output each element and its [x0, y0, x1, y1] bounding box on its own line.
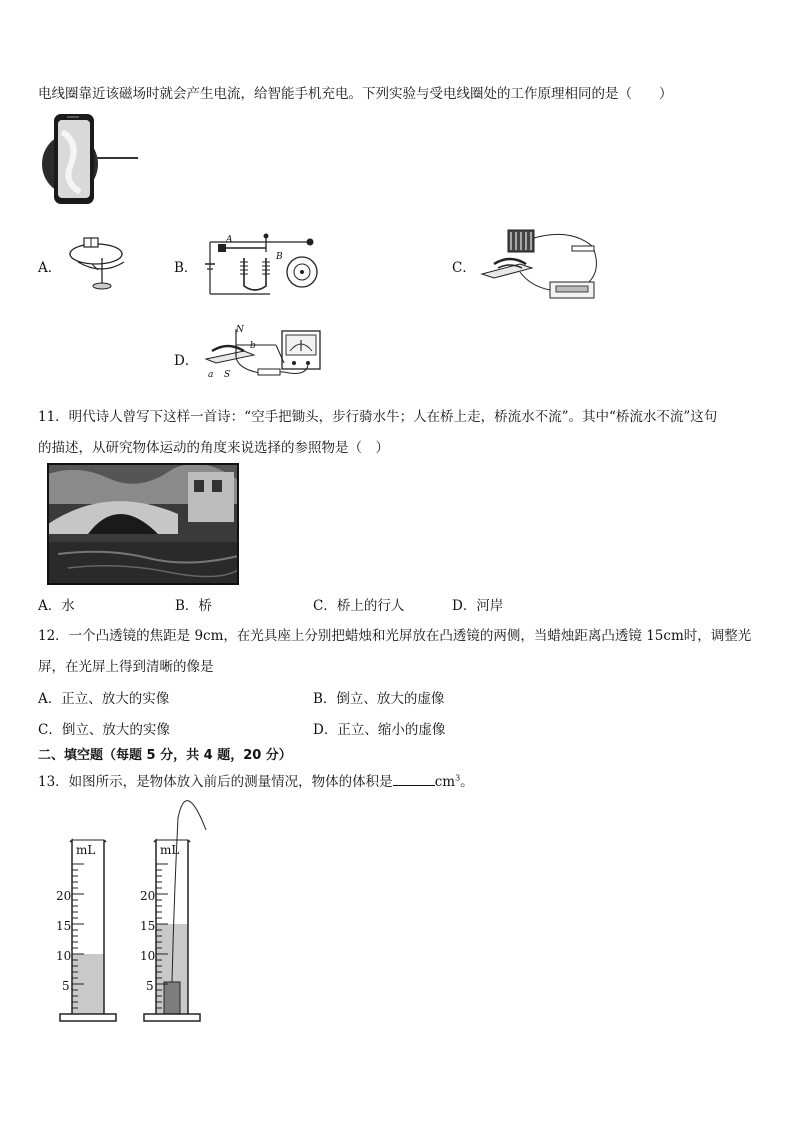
q10-option-d-label-s: S — [224, 370, 231, 380]
cylinder-after-tick-5: 5 — [146, 979, 154, 993]
q11-option-a[interactable]: A．水 — [38, 598, 75, 614]
cylinder-before-unit: mL — [76, 843, 96, 857]
q12-option-b[interactable]: B．倒立、放大的虚像 — [313, 691, 445, 707]
q10-option-d-label-b: b — [250, 341, 256, 351]
q10-option-a-label[interactable]: A． — [38, 260, 62, 276]
q10-option-b-label[interactable]: B． — [174, 260, 198, 276]
q11-option-b[interactable]: B．桥 — [175, 598, 212, 614]
cylinder-after-tick-10: 10 — [140, 949, 156, 963]
q11-stem-line2: 的描述，从研究物体运动的角度来说选择的参照物是（ ） — [38, 440, 389, 456]
q10-option-b-figure — [200, 230, 330, 298]
q10-option-a-figure — [66, 232, 128, 294]
q10-option-c-figure — [480, 224, 602, 304]
q10-option-d-figure — [202, 325, 332, 387]
q12-option-c[interactable]: C．倒立、放大的实像 — [38, 722, 170, 738]
q13-answer-blank[interactable] — [393, 772, 435, 786]
q11-option-c[interactable]: C．桥上的行人 — [313, 598, 405, 614]
q12-option-a[interactable]: A．正立、放大的实像 — [38, 691, 170, 707]
phone-charger-image — [40, 112, 140, 207]
q13-unit: cm — [434, 774, 456, 790]
cylinder-before-tick-20: 20 — [56, 889, 72, 903]
q10-option-d-label-a: a — [208, 370, 214, 380]
q13-stem-end: 。 — [460, 774, 474, 790]
q13-unit-superscript: 3 — [455, 773, 461, 783]
q10-option-b-label-a: A — [226, 235, 233, 245]
q10-option-d-label-n: N — [236, 325, 244, 335]
cylinder-before-tick-10: 10 — [56, 949, 72, 963]
q10-option-c-label[interactable]: C． — [452, 260, 476, 276]
cylinder-before-tick-15: 15 — [56, 919, 72, 933]
bridge-photo — [48, 464, 238, 584]
q10-option-b-label-b: B — [276, 252, 283, 262]
q11-stem-line1: 11．明代诗人曾写下这样一首诗：“空手把锄头，步行骑水牛；人在桥上走，桥流水不流”。其中“桥流水不流”这句 — [38, 409, 718, 425]
q13-stem — [38, 770, 474, 790]
submerged-object — [164, 982, 180, 1014]
q12-option-d[interactable]: D．正立、缩小的虚像 — [313, 722, 446, 738]
cylinder-before-tick-5: 5 — [62, 979, 70, 993]
cylinder-after-tick-20: 20 — [140, 889, 156, 903]
cylinder-after-unit: mL — [160, 843, 180, 857]
cylinder-after-tick-15: 15 — [140, 919, 156, 933]
section-2-heading: 二、填空题（每题 5 分，共 4 题，20 分） — [38, 748, 292, 763]
q13-stem-text: 13．如图所示，是物体放入前后的测量情况，物体的体积是 — [38, 774, 393, 790]
q10-stem: 电线圈靠近该磁场时就会产生电流，给智能手机充电。下列实验与受电线圈处的工作原理相同的是（ ） — [38, 86, 673, 102]
q11-option-d[interactable]: D．河岸 — [452, 598, 504, 614]
q10-option-d-label[interactable]: D． — [174, 353, 199, 369]
q12-stem-line2: 屏，在光屏上得到清晰的像是 — [38, 659, 214, 675]
q12-stem-line1: 12．一个凸透镜的焦距是 9cm，在光具座上分别把蜡烛和光屏放在凸透镜的两侧，当蜡烛距离凸透镜 15cm时，调整光 — [38, 628, 752, 644]
